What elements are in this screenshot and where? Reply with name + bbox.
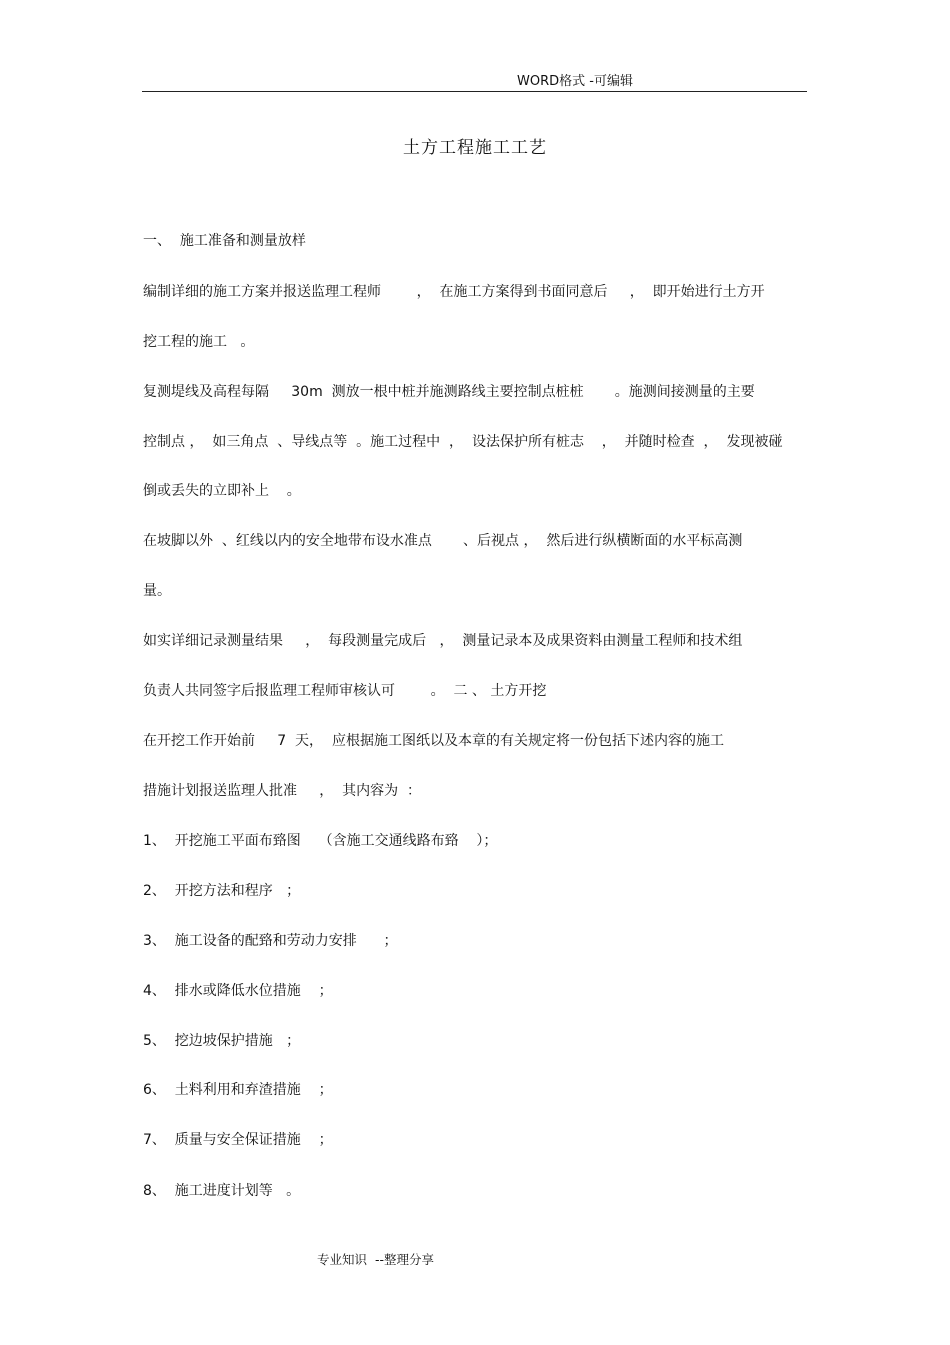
text-line: 措施计划报送监理人批准 ， 其内容为 ： xyxy=(143,783,422,799)
text-line: 复测堤线及高程每隔 30m 测放一根中桩并施测路线主要控制点桩桩 。施测间接测量的主要 xyxy=(143,384,755,400)
text-line: 挖工程的施工 。 xyxy=(143,334,255,350)
list-item: 1、 开挖施工平面布臵图 （含施工交通线路布臵 ）； xyxy=(143,833,498,849)
list-item: 6、 土料利用和弃渣措施 ； xyxy=(143,1082,333,1098)
text-line: 在坡脚以外 、红线以内的安全地带布设水准点 、后视点 ， 然后进行纵横断面的水平标高测 xyxy=(143,533,743,549)
text-line: 负责人共同签字后报监理工程师审核认可 。 二 、 土方开挖 xyxy=(143,683,547,699)
text-line: 编制详细的施工方案并报送监理工程师 ， 在施工方案得到书面同意后 ， 即开始进行土方开 xyxy=(143,284,765,300)
header-divider xyxy=(142,91,807,92)
document-title: 土方工程施工工艺 xyxy=(403,138,547,158)
list-item: 8、 施工进度计划等 。 xyxy=(143,1183,301,1199)
page-footer: 专业知识 --整理分享 xyxy=(317,1252,434,1267)
list-item: 5、 挖边坡保护措施 ； xyxy=(143,1033,301,1049)
text-line: 量。 xyxy=(143,583,171,599)
text-line: 如实详细记录测量结果 ， 每段测量完成后 ， 测量记录本及成果资料由测量工程师和技术组 xyxy=(143,633,743,649)
text-line: 倒或丢失的立即补上 。 xyxy=(143,483,301,499)
list-item: 4、 排水或降低水位措施 ； xyxy=(143,983,333,999)
section-heading: 一、 施工准备和测量放样 xyxy=(143,233,306,249)
list-item: 2、 开挖方法和程序 ； xyxy=(143,883,301,899)
list-item: 7、 质量与安全保证措施 ； xyxy=(143,1132,333,1148)
text-line: 控制点 ， 如三角点 、导线点等 。施工过程中 ， 设法保护所有桩志 ， 并随时检查 ， 发现被碰 xyxy=(143,434,783,450)
header-text: WORD格式 -可编辑 xyxy=(517,74,633,89)
text-line: 在开挖工作开始前 7 天， 应根据施工图纸以及本章的有关规定将一份包括下述内容的施工 xyxy=(143,733,724,749)
list-item: 3、 施工设备的配臵和劳动力安排 ； xyxy=(143,933,398,949)
